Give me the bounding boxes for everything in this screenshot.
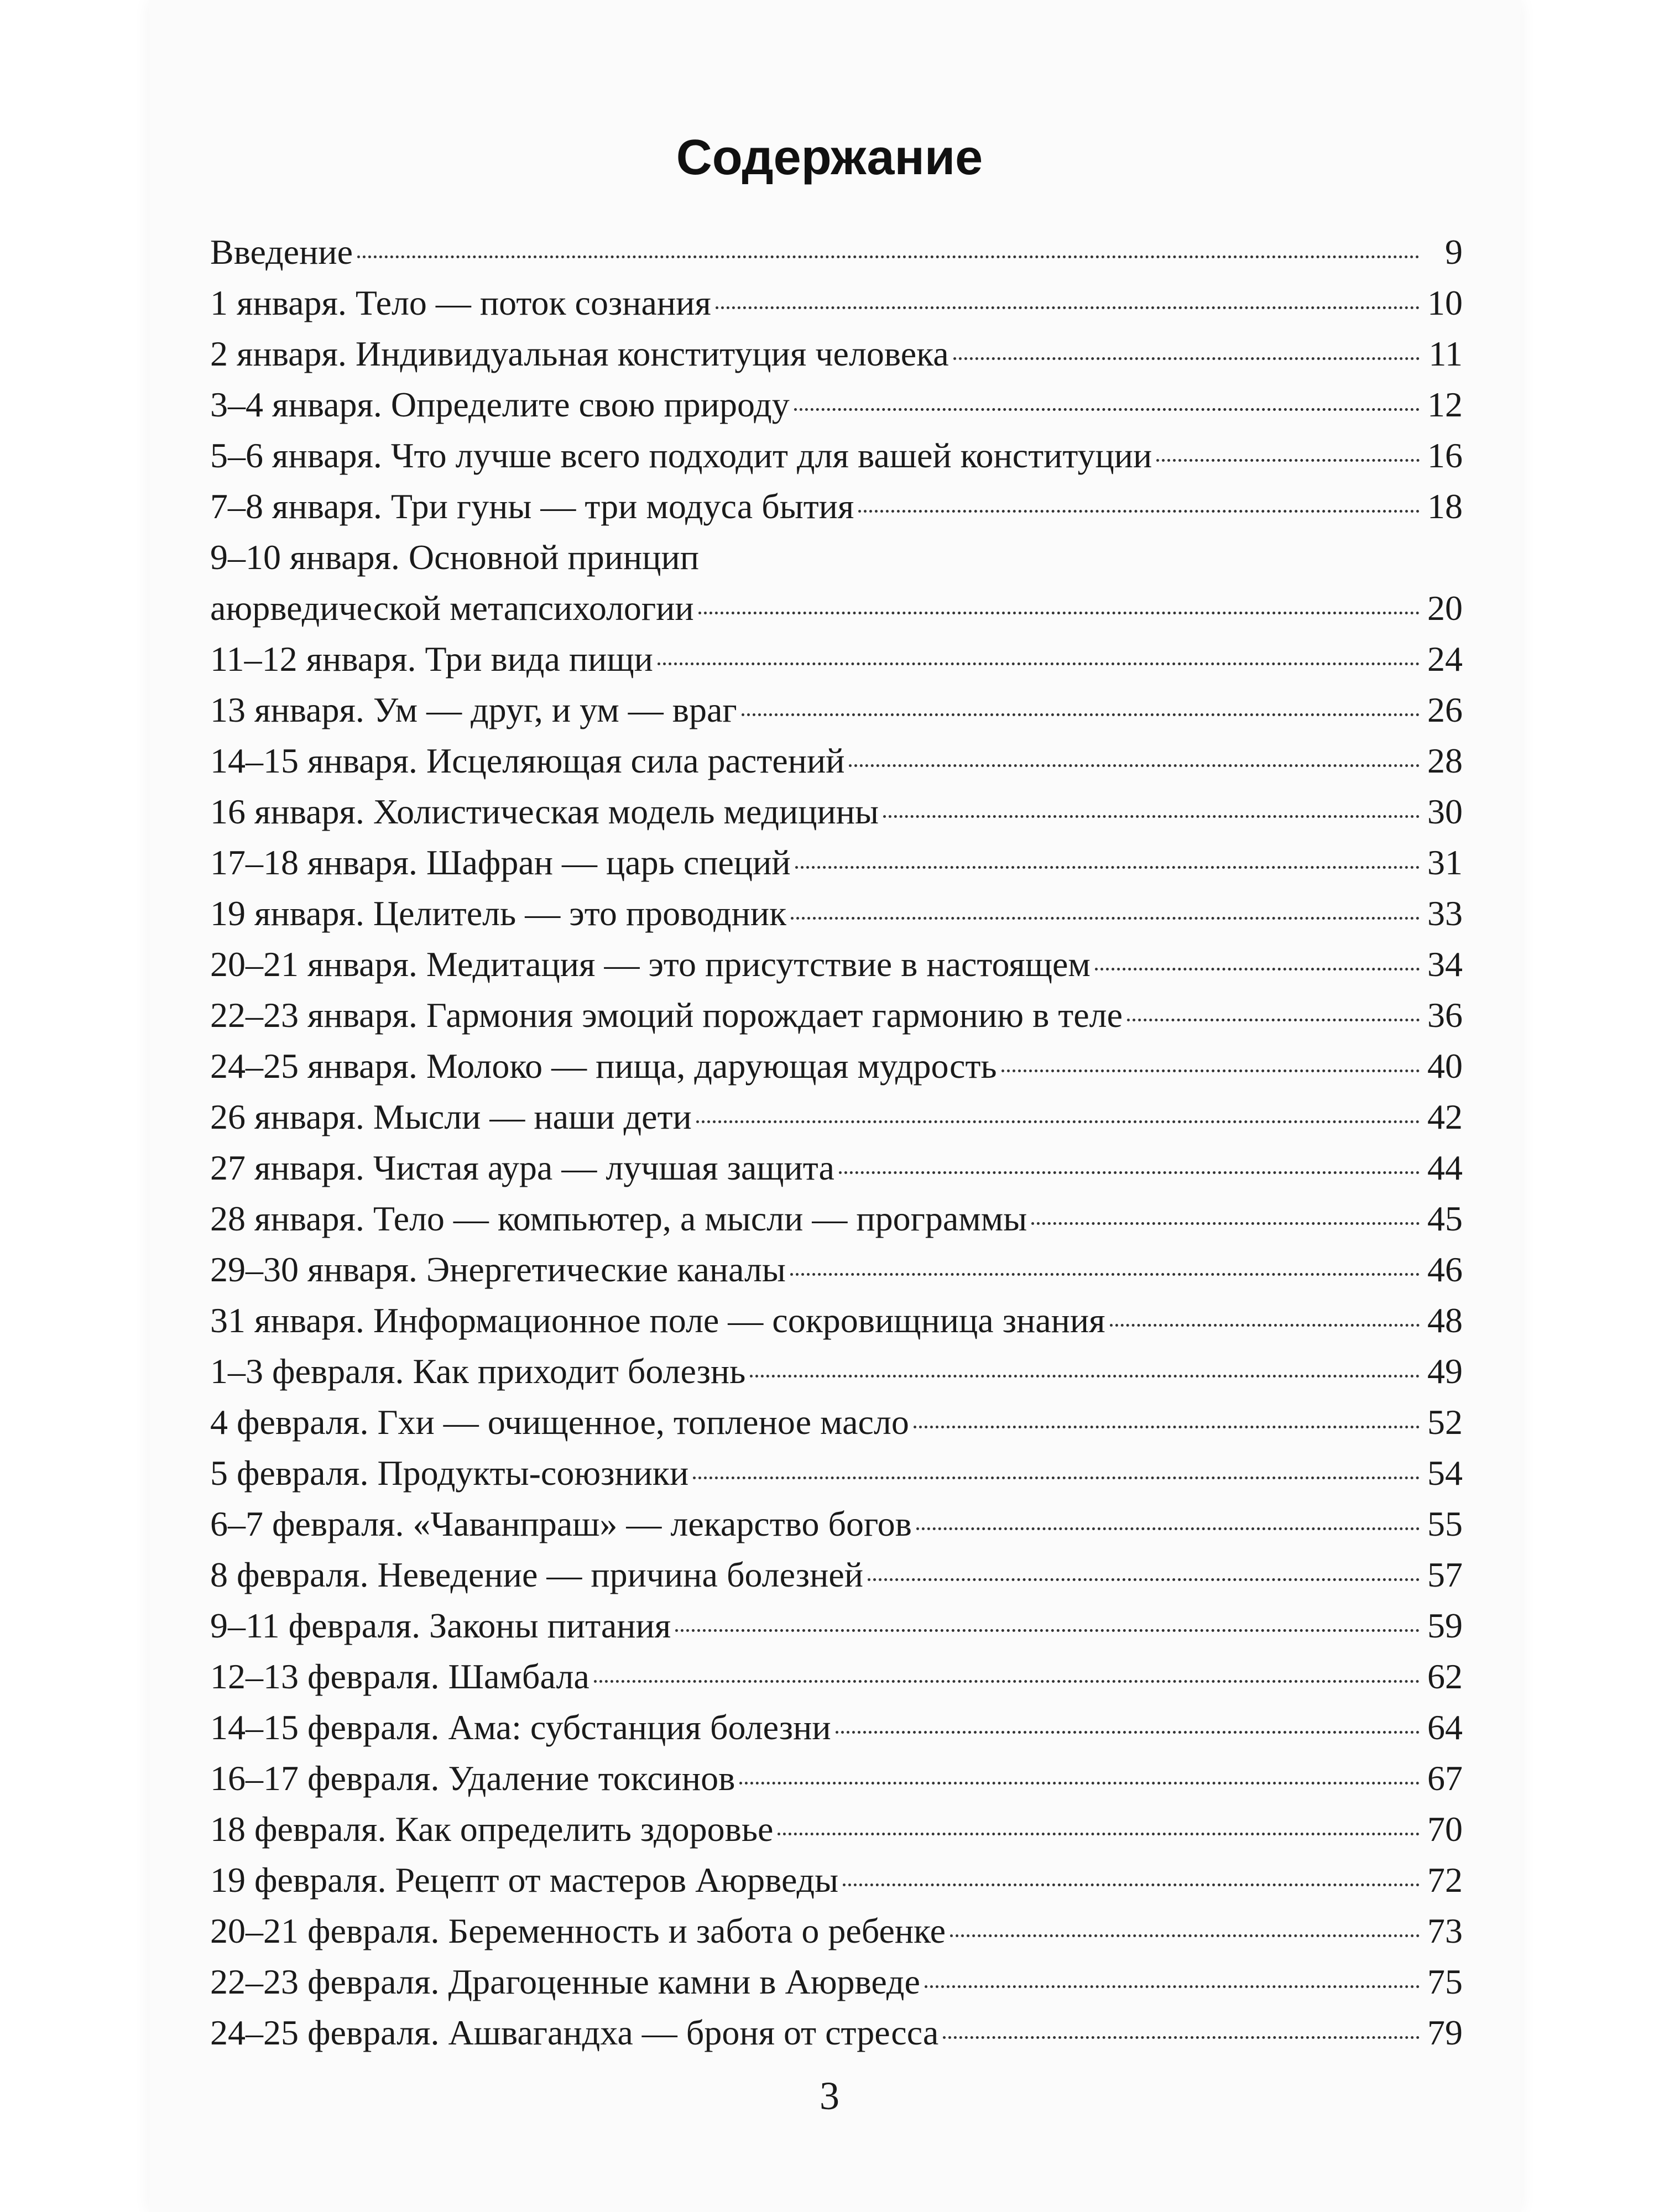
toc-entry-title: 27 января. Чистая аура — лучшая защита	[210, 1148, 834, 1187]
dot-leader	[1031, 1222, 1420, 1225]
toc-entry-title: 5–6 января. Что лучше всего подходит для вашей конституции	[210, 436, 1152, 475]
toc-entry	[210, 328, 1463, 379]
toc-entry-page: 24	[1427, 639, 1463, 679]
dot-leader	[790, 1273, 1420, 1276]
toc-entry	[210, 1346, 1463, 1397]
toc-entry	[210, 735, 1463, 786]
dot-leader	[836, 1731, 1420, 1734]
toc-entry	[210, 278, 1463, 328]
toc-entry	[210, 1142, 1463, 1193]
toc-entry	[210, 1804, 1463, 1855]
toc-entry-page: 46	[1427, 1250, 1463, 1289]
dot-leader	[839, 1171, 1420, 1174]
toc-entry-page: 36	[1427, 995, 1463, 1035]
toc-entry	[210, 888, 1463, 939]
toc-entry	[210, 1193, 1463, 1244]
toc-entry-title: 16–17 февраля. Удаление токсинов	[210, 1759, 735, 1798]
toc-entry-page: 75	[1427, 1962, 1463, 2001]
toc-entry	[210, 786, 1463, 837]
toc-entry	[210, 1550, 1463, 1600]
toc-entry	[210, 532, 1463, 634]
toc-entry	[210, 1702, 1463, 1753]
toc-entry	[210, 1906, 1463, 1957]
toc-entry	[210, 837, 1463, 888]
toc-entry-page: 72	[1427, 1860, 1463, 1900]
toc-entry-title: 16 января. Холистическая модель медицины	[210, 792, 879, 831]
toc-entry-title-continued: аюрведической метапсихологии	[210, 588, 694, 628]
dot-leader	[943, 2036, 1420, 2039]
toc-entry-title: 24–25 января. Молоко — пища, дарующая мудрость	[210, 1046, 997, 1086]
toc-entry-title: 14–15 февраля. Ама: субстанция болезни	[210, 1708, 831, 1747]
toc-entry-page: 52	[1427, 1402, 1463, 1442]
toc-entry	[210, 939, 1463, 990]
dot-leader	[693, 1477, 1420, 1479]
toc-entry	[210, 481, 1463, 532]
toc-entry-page: 79	[1427, 2013, 1463, 2052]
dot-leader	[742, 713, 1420, 716]
toc-entry-page: 57	[1427, 1555, 1463, 1594]
toc-entry-title: Введение	[210, 232, 353, 272]
dot-leader	[953, 357, 1420, 360]
toc-entry-page: 55	[1427, 1504, 1463, 1543]
toc-entry	[210, 1295, 1463, 1346]
dot-leader	[1127, 1019, 1420, 1021]
toc-entry-title: 11–12 января. Три вида пищи	[210, 639, 653, 679]
toc-entry-title: 26 января. Мысли — наши дети	[210, 1097, 692, 1136]
dot-leader	[594, 1680, 1420, 1683]
toc-entry-title: 12–13 февраля. Шамбала	[210, 1657, 589, 1696]
toc-entry-page: 70	[1427, 1809, 1463, 1849]
toc-entry-page: 64	[1427, 1708, 1463, 1747]
toc-entry-page: 31	[1427, 843, 1463, 882]
toc-entry-page: 33	[1427, 894, 1463, 933]
toc-entry-title: 19 февраля. Рецепт от мастеров Аюрведы	[210, 1860, 839, 1900]
toc-entry	[210, 2007, 1463, 2058]
toc-entry	[210, 1397, 1463, 1448]
dot-leader	[357, 255, 1420, 258]
toc-entry-title: 2 января. Индивидуальная конституция человека	[210, 334, 949, 373]
toc-entry-page: 16	[1427, 436, 1463, 475]
dot-leader	[858, 510, 1420, 513]
toc-entry-title: 14–15 января. Исцеляющая сила растений	[210, 741, 845, 780]
toc-entry-title: 20–21 января. Медитация — это присутствие в настоящем	[210, 945, 1091, 984]
toc-entry-page: 10	[1427, 283, 1463, 322]
toc-entry-page: 73	[1427, 1911, 1463, 1950]
toc-entry-title: 3–4 января. Определите свою природу	[210, 385, 790, 424]
toc-entry-title: 4 февраля. Гхи — очищенное, топленое масло	[210, 1402, 909, 1442]
toc-entry	[210, 1600, 1463, 1651]
toc-entry	[210, 1244, 1463, 1295]
dot-leader	[750, 1375, 1420, 1378]
toc-entry-title: 18 февраля. Как определить здоровье	[210, 1809, 774, 1849]
toc-entry-title: 31 января. Информационное поле — сокровищница знания	[210, 1301, 1105, 1340]
dot-leader	[698, 612, 1420, 614]
toc-entry-title: 1 января. Тело — поток сознания	[210, 283, 711, 322]
toc-entry-page: 40	[1427, 1046, 1463, 1086]
toc-entry-title: 22–23 февраля. Драгоценные камни в Аюрведе	[210, 1962, 920, 2001]
toc-entry	[210, 1499, 1463, 1550]
toc-entry-page: 30	[1427, 792, 1463, 831]
toc-entry-page: 12	[1427, 385, 1463, 424]
toc-entry-page: 9	[1445, 232, 1463, 272]
toc-entry-page: 59	[1427, 1606, 1463, 1645]
toc-entry-title: 5 февраля. Продукты-союзники	[210, 1453, 689, 1493]
dot-leader	[791, 917, 1420, 920]
dot-leader	[849, 764, 1420, 767]
toc-entry-page: 20	[1427, 588, 1463, 628]
toc-entry-title: 20–21 февраля. Беременность и забота о ребенке	[210, 1911, 946, 1950]
dot-leader	[696, 1120, 1420, 1123]
toc-entry-page: 62	[1427, 1657, 1463, 1696]
dot-leader	[795, 866, 1420, 869]
toc-entry-page: 11	[1428, 334, 1463, 373]
toc-entry-page: 67	[1427, 1759, 1463, 1798]
toc-entry-title: 22–23 января. Гармония эмоций порождает гармонию в теле	[210, 995, 1123, 1035]
dot-leader	[868, 1578, 1420, 1581]
toc-entry	[210, 227, 1463, 278]
toc-entry-page: 42	[1427, 1097, 1463, 1136]
toc-entry-title: 1–3 февраля. Как приходит болезнь	[210, 1352, 746, 1391]
dot-leader	[778, 1833, 1420, 1835]
toc-entry	[210, 634, 1463, 685]
dot-leader	[1001, 1070, 1420, 1072]
dot-leader	[950, 1934, 1420, 1937]
toc-entry-page: 44	[1427, 1148, 1463, 1187]
page-title: Содержание	[676, 130, 983, 186]
toc-entry-page: 18	[1427, 487, 1463, 526]
page-number: 3	[820, 2074, 839, 2118]
toc-entry	[210, 1651, 1463, 1702]
toc-entry-title: 28 января. Тело — компьютер, а мысли — программы	[210, 1199, 1027, 1238]
toc-entry-title: 7–8 января. Три гуны — три модуса бытия	[210, 487, 854, 526]
table-of-contents	[210, 227, 1463, 2058]
toc-entry	[210, 1448, 1463, 1499]
toc-entry-title: 9–10 января. Основной принцип	[210, 538, 699, 577]
dot-leader	[716, 306, 1420, 309]
dot-leader	[914, 1426, 1420, 1428]
dot-leader	[916, 1527, 1420, 1530]
toc-entry	[210, 685, 1463, 735]
dot-leader	[739, 1782, 1420, 1785]
dot-leader	[1156, 459, 1420, 462]
toc-entry	[210, 379, 1463, 430]
toc-entry-page: 26	[1427, 690, 1463, 729]
dot-leader	[925, 1985, 1420, 1988]
dot-leader	[675, 1629, 1420, 1632]
toc-entry-title: 24–25 февраля. Ашвагандха — броня от стресса	[210, 2013, 939, 2052]
toc-entry-title: 19 января. Целитель — это проводник	[210, 894, 787, 933]
toc-entry	[210, 1753, 1463, 1804]
toc-entry-page: 34	[1427, 945, 1463, 984]
dot-leader	[883, 815, 1420, 818]
dot-leader	[794, 408, 1420, 411]
toc-entry-page: 45	[1427, 1199, 1463, 1238]
toc-entry	[210, 1041, 1463, 1092]
dot-leader	[843, 1884, 1420, 1886]
toc-entry-page: 28	[1427, 741, 1463, 780]
toc-entry-page: 54	[1427, 1453, 1463, 1493]
toc-entry-title: 13 января. Ум — друг, и ум — враг	[210, 690, 737, 729]
toc-entry-page: 49	[1427, 1352, 1463, 1391]
toc-entry-title: 29–30 января. Энергетические каналы	[210, 1250, 786, 1289]
toc-entry	[210, 1957, 1463, 2007]
toc-entry	[210, 430, 1463, 481]
toc-entry-title: 8 февраля. Неведение — причина болезней	[210, 1555, 863, 1594]
dot-leader	[1095, 968, 1420, 971]
toc-entry	[210, 1855, 1463, 1906]
toc-entry-page: 48	[1427, 1301, 1463, 1340]
dot-leader	[658, 662, 1420, 665]
toc-entry	[210, 1092, 1463, 1142]
toc-entry	[210, 990, 1463, 1041]
toc-entry-title: 17–18 января. Шафран — царь специй	[210, 843, 791, 882]
toc-entry-title: 6–7 февраля. «Чаванпраш» — лекарство богов	[210, 1504, 912, 1543]
toc-entry-title: 9–11 февраля. Законы питания	[210, 1606, 671, 1645]
dot-leader	[1110, 1324, 1420, 1327]
